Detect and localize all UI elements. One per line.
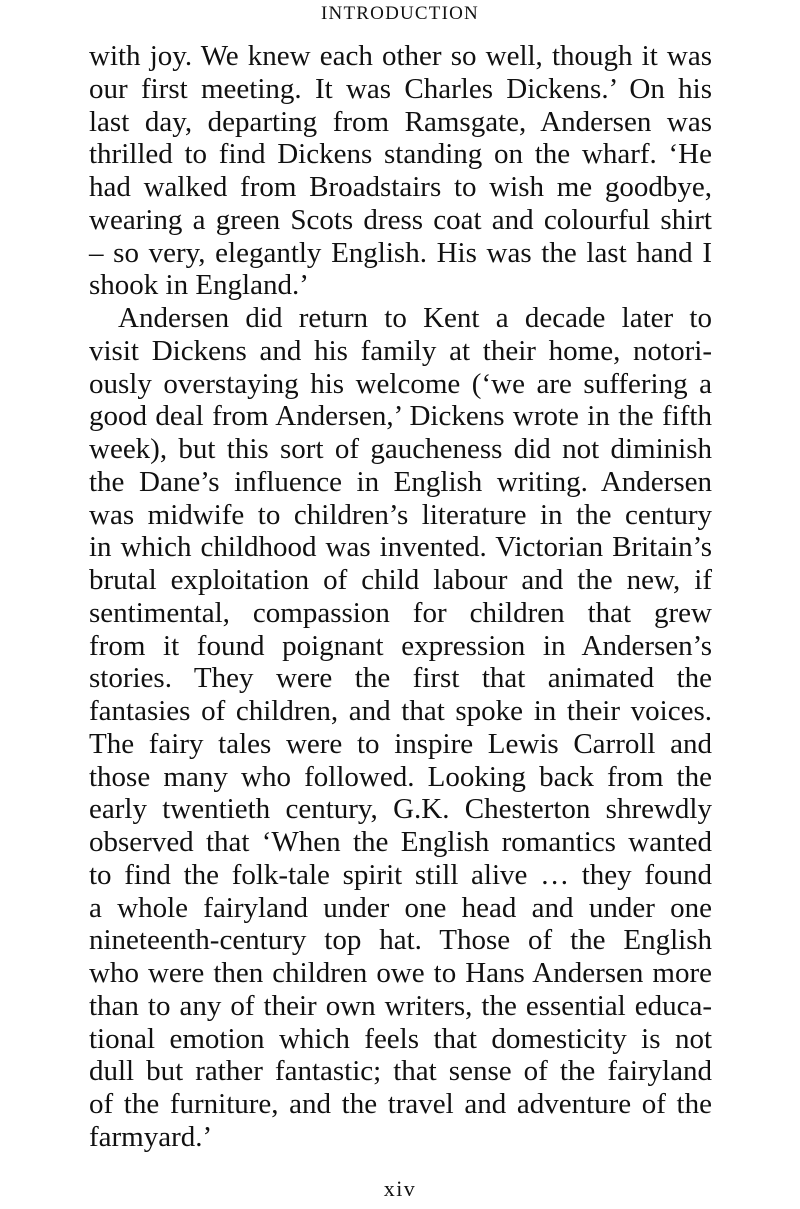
text-line: tional emotion which feels that domesticity is not: [89, 1022, 712, 1055]
text-line: thrilled to find Dickens standing on the wharf. ‘He: [89, 138, 712, 171]
text-line: shook in England.’: [89, 269, 309, 302]
text-line: from it found poignant expression in Andersen’s: [89, 629, 712, 662]
running-head: INTRODUCTION: [321, 3, 479, 24]
text-line: farmyard.’: [89, 1120, 213, 1153]
text-line: had walked from Broadstairs to wish me goodbye,: [89, 171, 712, 203]
text-line: The fairy tales were to inspire Lewis Carroll and: [89, 727, 712, 760]
text-line: sentimental, compassion for children that grew: [89, 596, 712, 629]
text-line: last day, departing from Ramsgate, Andersen was: [89, 105, 712, 138]
text-line: wearing a green Scots dress coat and colourful shirt: [89, 203, 712, 236]
text-line: observed that ‘When the English romantics wanted: [89, 826, 712, 858]
text-line: was midwife to children’s literature in the century: [89, 498, 712, 531]
text-line: in which childhood was invented. Victorian Britain’s: [89, 531, 712, 564]
text-line: Andersen did return to Kent a decade later to: [118, 302, 712, 334]
text-line: fantasies of children, and that spoke in their voices.: [89, 695, 712, 727]
text-line: brutal exploitation of child labour and the new, if: [89, 564, 712, 596]
text-line: ously overstaying his welcome (‘we are suffering a: [89, 367, 712, 400]
text-line: visit Dickens and his family at their home, notori-: [89, 334, 712, 367]
text-line: of the furniture, and the travel and adventure of the: [89, 1088, 712, 1120]
text-line: who were then children owe to Hans Andersen more: [89, 957, 712, 989]
text-line: – so very, elegantly English. His was the last hand I: [89, 236, 712, 269]
text-line: good deal from Andersen,’ Dickens wrote in the fifth: [89, 400, 712, 433]
text-line: stories. They were the first that animated the: [89, 662, 712, 695]
text-line: our first meeting. It was Charles Dickens.’ On his: [89, 72, 712, 105]
text-line: the Dane’s influence in English writing. Andersen: [89, 465, 712, 498]
text-line: a whole fairyland under one head and under one: [89, 891, 712, 924]
text-line: early twentieth century, G.K. Chesterton shrewdly: [89, 793, 712, 826]
text-line: week), but this sort of gaucheness did not diminish: [89, 433, 712, 465]
text-line: those many who followed. Looking back from the: [89, 760, 712, 793]
text-line: than to any of their own writers, the essential educa-: [89, 989, 712, 1022]
text-line: nineteenth-century top hat. Those of the English: [89, 924, 712, 957]
body-text: [89, 40, 712, 1154]
text-line: with joy. We knew each other so well, though it was: [89, 40, 712, 72]
text-line: dull but rather fantastic; that sense of the fairyland: [89, 1055, 712, 1088]
page-number: xiv: [383, 1176, 417, 1201]
text-line: to find the folk-tale spirit still alive … they found: [89, 858, 712, 891]
